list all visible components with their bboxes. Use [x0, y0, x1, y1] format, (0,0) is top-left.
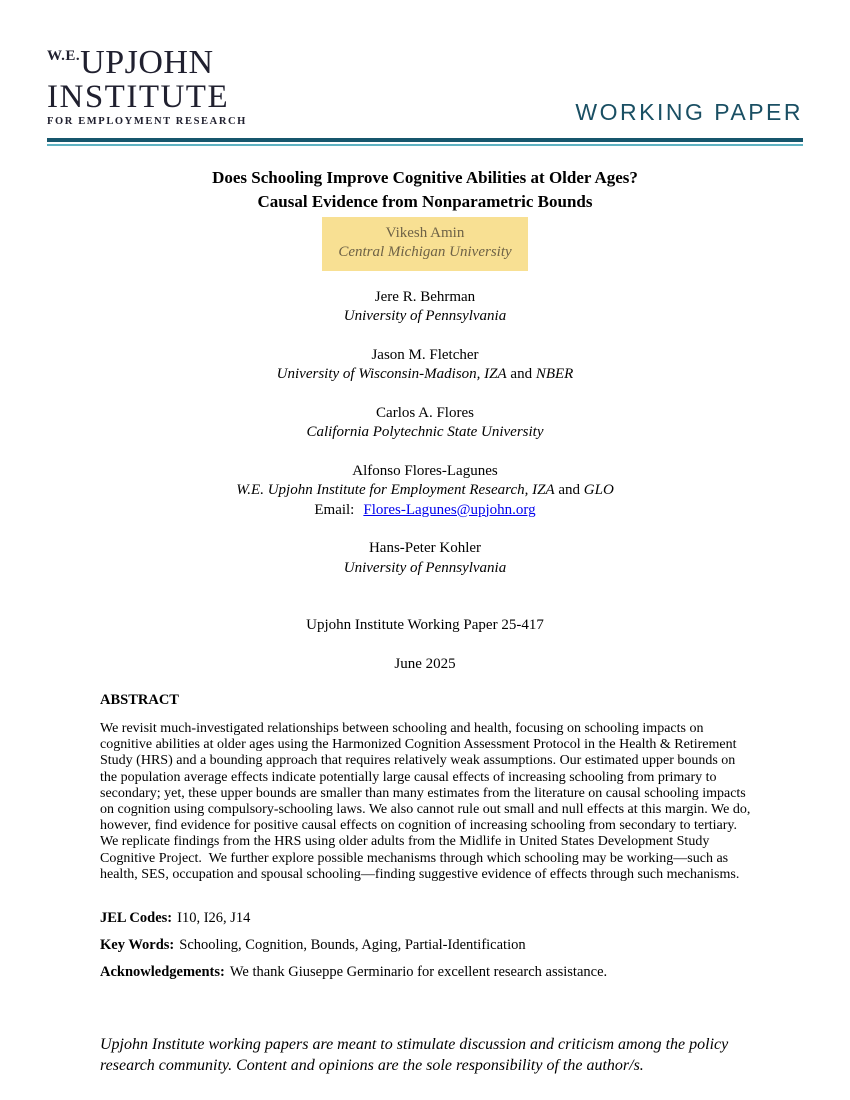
- paper-number-line: Upjohn Institute Working Paper 25-417: [306, 617, 544, 633]
- paper-title-line-2: Causal Evidence from Nonparametric Bounds: [257, 191, 593, 211]
- abstract-heading: ABSTRACT: [100, 692, 179, 708]
- author-block-flores-lagunes: [0, 462, 850, 521]
- footer-disclaimer: Upjohn Institute working papers are meant to stimulate discussion and criticism among the policy research community. Content and opinions are the sole responsibility of the author/s.: [100, 1036, 729, 1075]
- abstract-text: We revisit much-investigated relationships between schooling and health, focusing on schooling impacts on cognitive abilities at older ages using the Harmonized Cognition Assessment Protocol in the Health & Retirement Study (HRS) and a bounding approach that requires relatively weak assumptions. Our estimated upper bounds on the population average effects indicate potentially large causal effects of increasing schooling from primary to secondary; yet, these upper bounds are smaller than many estimates from the literature on causal schooling impacts on cognition using compulsory-schooling laws. We also cannot rule out small and null effects at this margin. We do, however, find evidence for positive causal effects on cognition of increasing schooling from secondary to tertiary. We replicate findings from the HRS using older adults from the Midlife in United States Development Study Cognitive Project. We further explore possible mechanisms through which schooling may be working—such as health, SES, occupation and spousal schooling—finding suggestive evidence of effects through such mechanisms.: [100, 721, 754, 882]
- jel-codes-label: JEL Codes:: [100, 910, 173, 927]
- logo-institute-text: INSTITUTE: [47, 79, 230, 115]
- author-name: Hans-Peter Kohler: [368, 540, 482, 556]
- author-name: Jere R. Behrman: [374, 288, 476, 305]
- keywords-line: [100, 936, 755, 955]
- working-paper-label: WORKING PAPER: [575, 98, 803, 125]
- header-divider-light-line: [47, 144, 803, 146]
- author-block-flores: [0, 404, 850, 443]
- email-link[interactable]: Flores-Lagunes@upjohn.org: [363, 501, 536, 518]
- author-block-amin-wrap: [0, 214, 850, 271]
- logo-line-1: [47, 46, 247, 80]
- acknowledgements-line: [100, 963, 755, 982]
- author-name: Jason M. Fletcher: [371, 346, 479, 363]
- logo-upjohn-text: UPJOHN: [80, 44, 214, 81]
- author-name: Carlos A. Flores: [376, 404, 474, 421]
- author-name: Alfonso Flores-Lagunes: [352, 462, 498, 479]
- author-block-fletcher: [0, 346, 850, 385]
- author-name: Vikesh Amin: [385, 224, 465, 241]
- acknowledgements-value: We thank Giuseppe Germinario for excellent research assistance.: [229, 964, 608, 981]
- front-matter: [0, 166, 850, 675]
- author-affiliation: University of Pennsylvania: [343, 308, 507, 324]
- email-label: Email:: [314, 501, 355, 518]
- paper-title: [0, 166, 850, 214]
- keywords-value: Schooling, Cognition, Bounds, Aging, Partial-Identification: [179, 937, 526, 954]
- author-block-behrman: [0, 288, 850, 327]
- author-affiliation: University of Pennsylvania: [343, 559, 507, 576]
- acknowledgements-label: Acknowledgements:: [100, 964, 225, 981]
- page-header: [47, 46, 803, 128]
- abstract-section: [100, 691, 752, 982]
- keywords-label: Key Words:: [100, 937, 175, 954]
- author-affiliation: Central Michigan University: [338, 244, 512, 260]
- author-email-line: [0, 501, 850, 521]
- upjohn-institute-logo: [47, 46, 247, 128]
- author-affiliation: W.E. Upjohn Institute for Employment Research, IZA and GLO: [236, 482, 614, 498]
- author-block-amin-highlighted: [322, 217, 527, 271]
- jel-codes-value: I10, I26, J14: [177, 910, 251, 927]
- header-divider-rule: [47, 138, 803, 146]
- author-affiliation: University of Wisconsin-Madison, IZA and NBER: [276, 366, 574, 382]
- jel-codes-line: [100, 909, 755, 928]
- logo-we-text: W.E.: [47, 48, 81, 64]
- author-affiliation: California Polytechnic State University: [306, 424, 544, 440]
- paper-title-line-1: Does Schooling Improve Cognitive Abilities at Older Ages?: [212, 167, 638, 187]
- paper-date-line: June 2025: [394, 655, 456, 672]
- author-block-kohler: [0, 539, 850, 578]
- logo-tagline-text: FOR EMPLOYMENT RESEARCH: [47, 116, 247, 127]
